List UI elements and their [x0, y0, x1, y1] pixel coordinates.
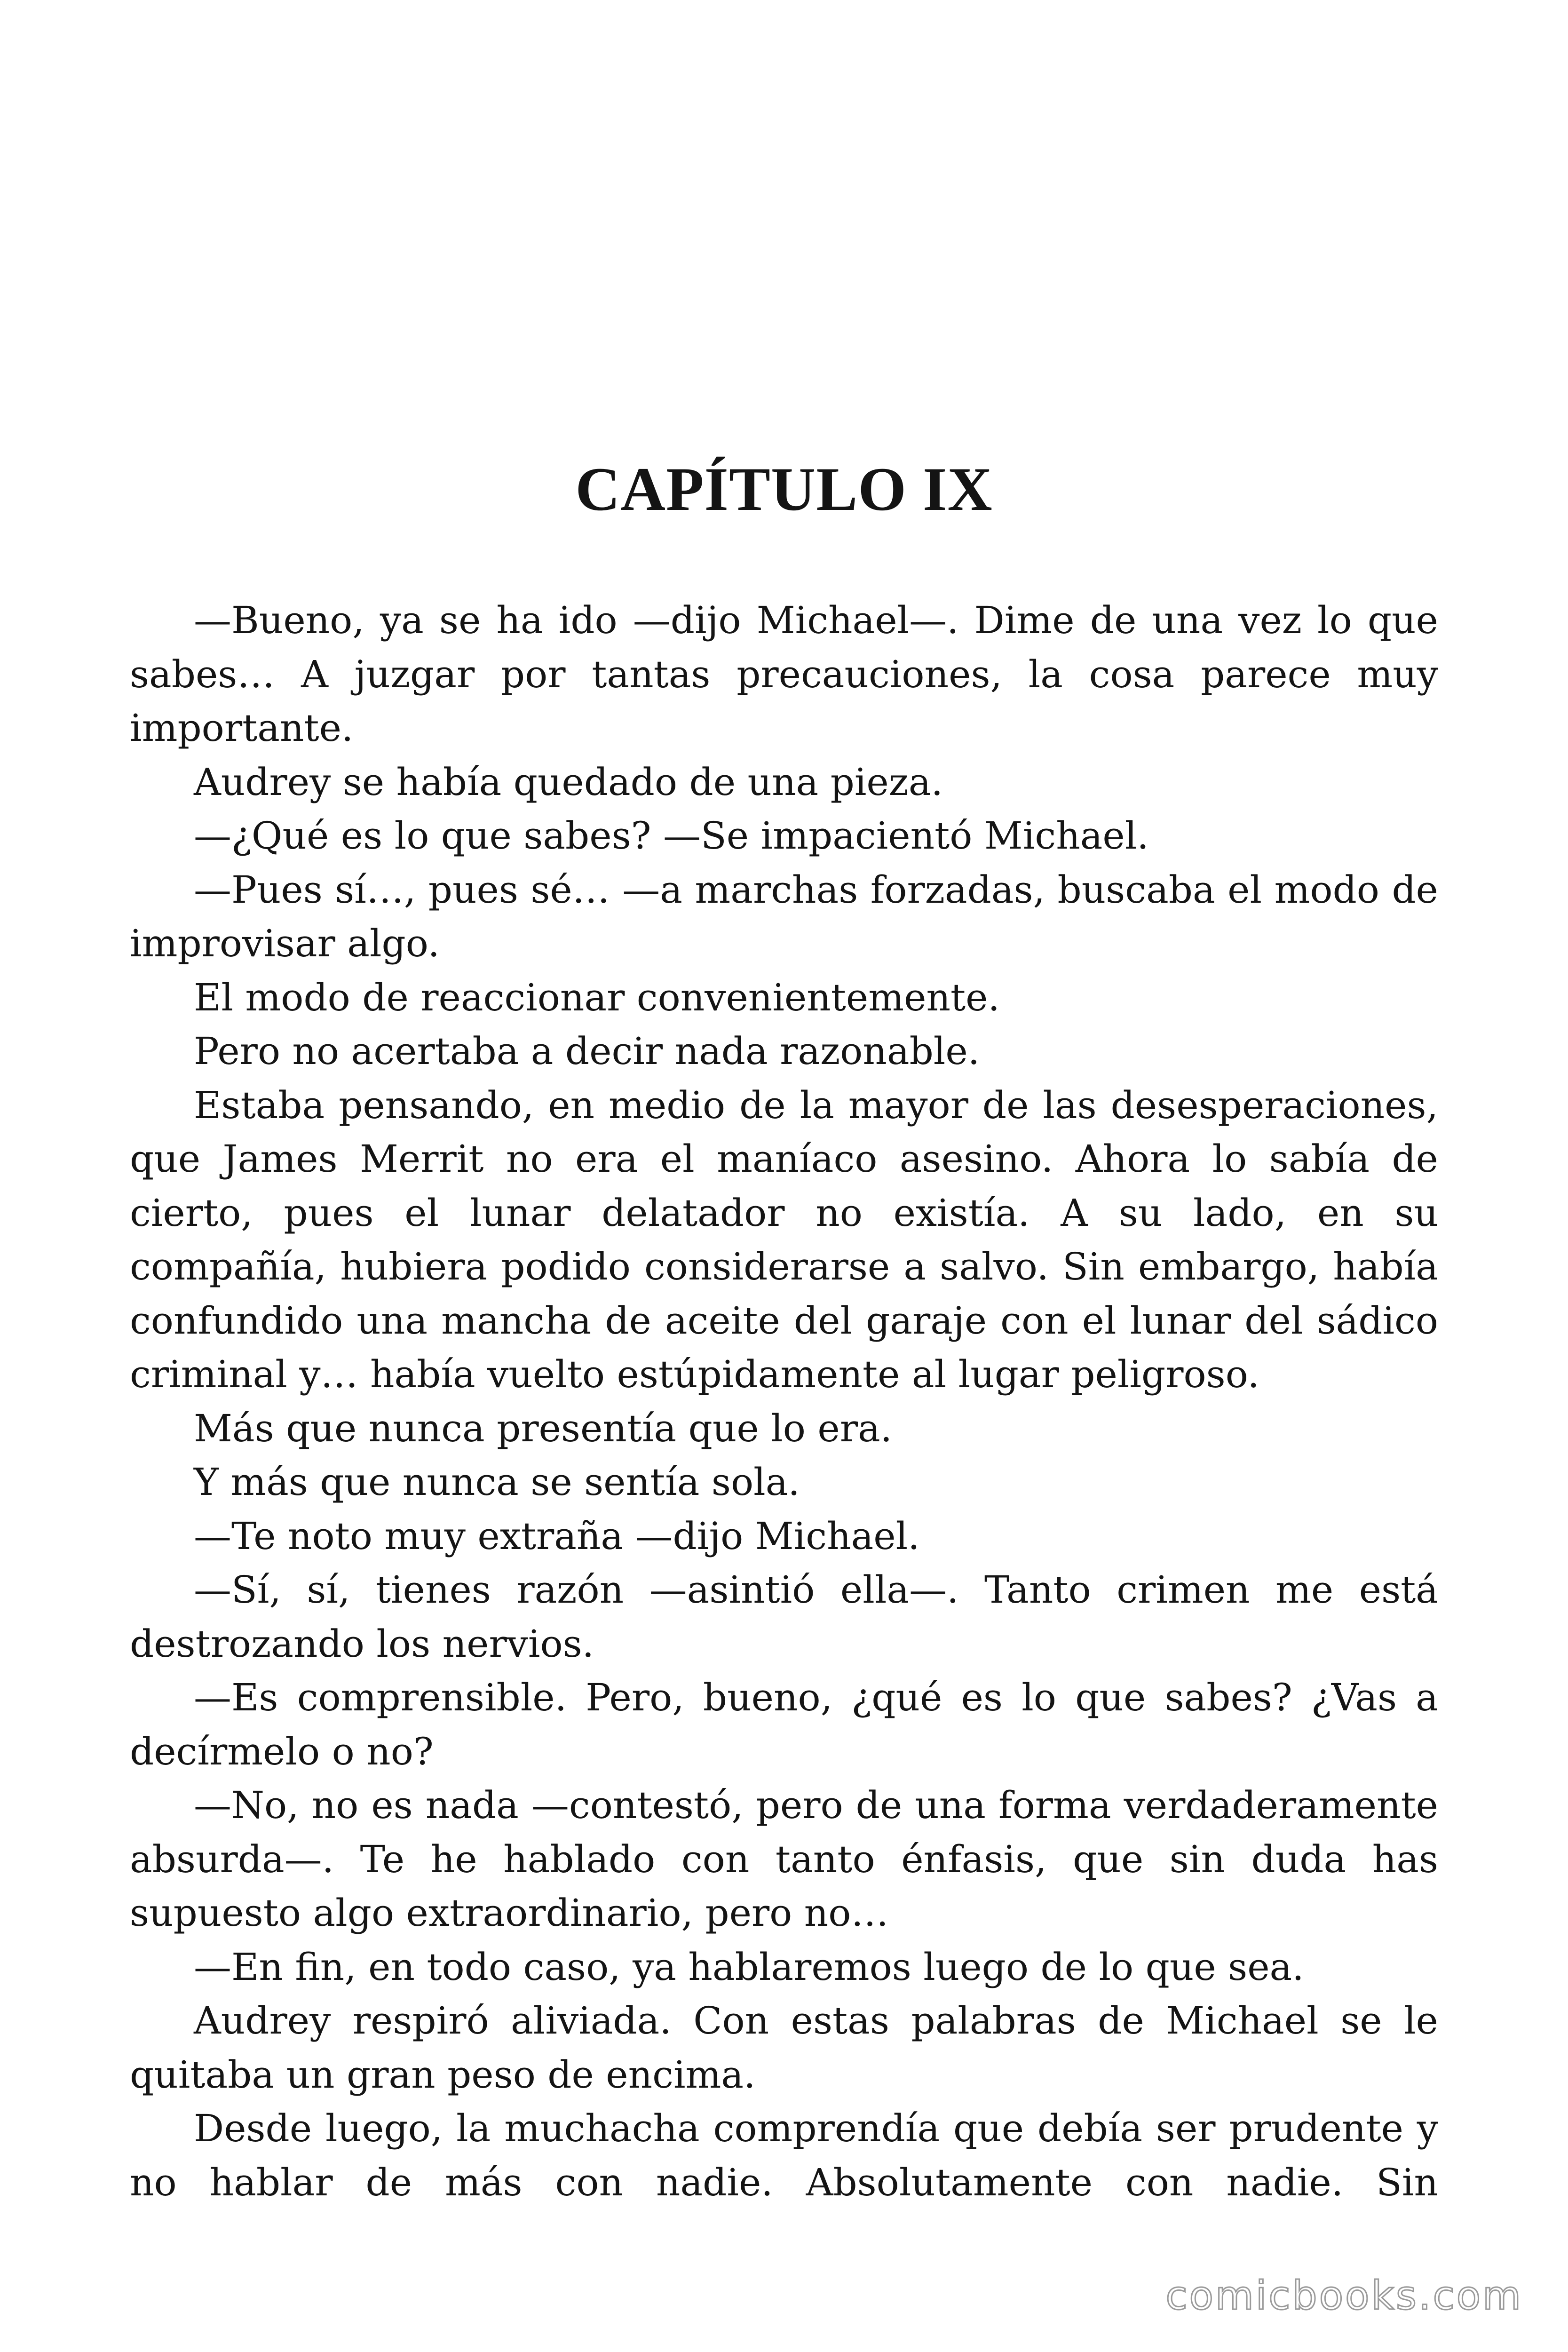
- chapter-title: CAPÍTULO IX: [575, 454, 993, 524]
- paragraph: Estaba pensando, en medio de la mayor de las desesperaciones, que James Merrit no era el maníaco asesino. Ahora lo sabía de cierto, pues el lunar delatador no existía. A su lado, en su compañía, hubiera podido considerarse a salvo. Sin embargo, había confundido una mancha de aceite del garaje con el lunar del sádico criminal y… había vuelto estúpidamente al lugar peligroso.: [130, 1083, 1438, 1396]
- chapter-body: [130, 594, 1438, 2209]
- paragraph: —Pues sí…, pues sé… —a marchas forzadas, buscaba el modo de improvisar algo.: [130, 867, 1438, 965]
- watermark: comicbooks.com: [1165, 2273, 1523, 2319]
- paragraph: —No, no es nada —contestó, pero de una forma verdaderamente absurda—. Te he hablado con tanto énfasis, que sin duda has supuesto algo extraordinario, pero no…: [130, 1783, 1438, 1935]
- paragraph: Audrey respiró aliviada. Con estas palabras de Michael se le quitaba un gran peso de encima.: [130, 1999, 1438, 2097]
- paragraph: —¿Qué es lo que sabes? —Se impacientó Michael.: [194, 814, 1149, 858]
- paragraph: —En fin, en todo caso, ya hablaremos luego de lo que sea.: [194, 1945, 1304, 1989]
- paragraph: Más que nunca presentía que lo era.: [194, 1406, 893, 1450]
- paragraph: —Es comprensible. Pero, bueno, ¿qué es lo que sabes? ¿Vas a decírmelo o no?: [130, 1676, 1438, 1773]
- paragraph: Desde luego, la muchacha comprendía que debía ser prudente y no hablar de más con nadie. Absolutamente con nadie. Sin: [130, 2106, 1438, 2204]
- paragraph: —Bueno, ya se ha ido —dijo Michael—. Dime de una vez lo que sabes… A juzgar por tantas precauciones, la cosa parece muy importante.: [130, 598, 1438, 750]
- paragraph: Y más que nunca se sentía sola.: [194, 1460, 800, 1504]
- paragraph: —Sí, sí, tienes razón —asintió ella—. Tanto crimen me está destrozando los nervios.: [130, 1568, 1438, 1666]
- paragraph: Audrey se había quedado de una pieza.: [194, 760, 943, 804]
- paragraph: El modo de reaccionar convenientemente.: [194, 975, 1000, 1019]
- paragraph: —Te noto muy extraña —dijo Michael.: [194, 1514, 920, 1558]
- paragraph: Pero no acertaba a decir nada razonable.: [194, 1029, 980, 1073]
